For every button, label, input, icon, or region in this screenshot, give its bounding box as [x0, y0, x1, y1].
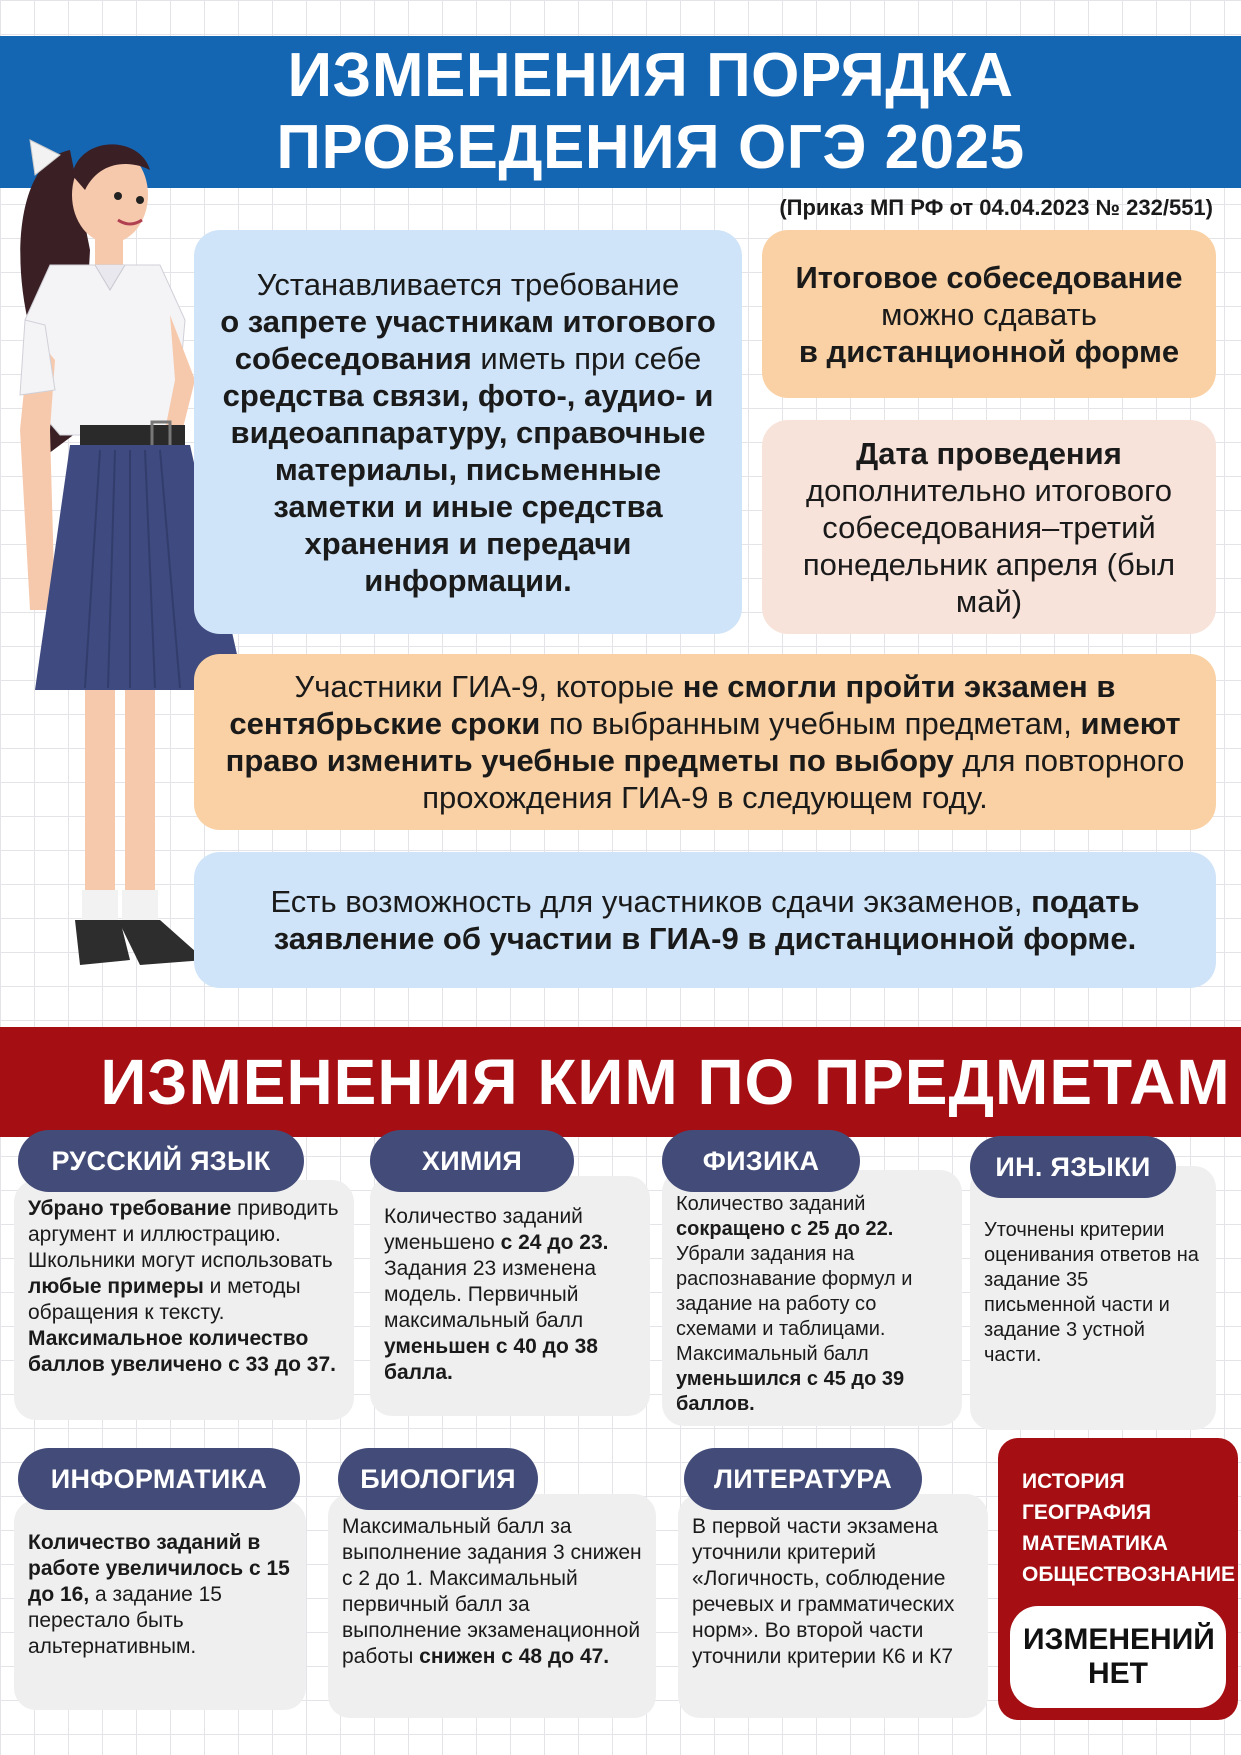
kim-title: ИЗМЕНЕНИЯ КИМ ПО ПРЕДМЕТАМ — [100, 1046, 1231, 1118]
pill-russian: РУССКИЙ ЯЗЫК — [18, 1130, 304, 1192]
ban-text: Устанавливается требование о запрете участникам итогового собеседования иметь при себе средства связи, фото-, аудио- и видеоаппаратуру, справочные материалы, письменные заметки и иные средства хранения и передачи информации. — [220, 266, 716, 598]
info-box-remote-application — [194, 852, 1216, 988]
physics-text: Количество заданий сокращено с 25 до 22. Убрали задания на распознавание формул и задание на работу со схемами и таблицами. Максимальный балл уменьшился с 45 до 39 баллов. — [676, 1193, 913, 1415]
pill-biology: БИОЛОГИЯ — [338, 1448, 538, 1510]
card-physics — [662, 1170, 962, 1426]
info-box-subject-change — [194, 654, 1216, 830]
card-languages — [970, 1166, 1216, 1430]
card-biology — [328, 1494, 656, 1718]
info-box-ban — [194, 230, 742, 634]
no-change-subject: ОБЩЕСТВОЗНАНИЕ — [1022, 1563, 1236, 1586]
card-literature — [678, 1494, 988, 1718]
no-change-subject: ГЕОГРАФИЯ — [1022, 1501, 1152, 1524]
no-changes-label: ИЗМЕНЕНИЙ НЕТ — [1010, 1606, 1226, 1708]
pill-informatics: ИНФОРМАТИКА — [18, 1448, 300, 1510]
russian-text: Убрано требование приводить аргумент и иллюстрацию. Школьники могут использовать любые примеры и методы обращения к тексту. Максимальное количество баллов увеличено с 33 до 37. — [28, 1197, 339, 1376]
info-box-remote-interview — [762, 230, 1216, 398]
page-title: ИЗМЕНЕНИЯ ПОРЯДКА ПРОВЕДЕНИЯ ОГЭ 2025 — [276, 41, 1025, 182]
card-russian — [14, 1180, 354, 1420]
date-text: Дата проведения дополнительно итогового собеседования–третий понедельник апреля (был май) — [802, 435, 1176, 619]
biology-text: Максимальный балл за выполнение задания 3 снижен с 2 до 1. Максимальный первичный балл за выполнение экзаменационной работы снижен с 48 до 47. — [342, 1515, 642, 1668]
remote-text: Итоговое собеседование можно сдавать в дистанционной форме — [795, 259, 1183, 369]
pill-physics: ФИЗИКА — [662, 1130, 860, 1192]
languages-text: Уточнены критерии оценивания ответов на задание 35 письменной части и задание 3 устной части. — [984, 1219, 1199, 1366]
literature-text: В первой части экзамена уточнили критерий «Логичность, соблюдение речевых и грамматических норм». Во второй части уточнили критерии К6 и К7 — [692, 1515, 955, 1668]
no-change-box — [998, 1438, 1238, 1720]
pill-languages: ИН. ЯЗЫКИ — [970, 1136, 1176, 1198]
informatics-text: Количество заданий в работе увеличилось с 15 до 16, а задание 15 перестало быть альтернативным. — [28, 1531, 290, 1658]
card-informatics — [14, 1500, 306, 1710]
order-reference: (Приказ МП РФ от 04.04.2023 № 232/551) — [779, 195, 1213, 220]
kim-header — [0, 1027, 1241, 1137]
no-change-subject: ИСТОРИЯ — [1022, 1470, 1125, 1493]
info-box-date — [762, 420, 1216, 634]
remote-application-text: Есть возможность для участников сдачи экзаменов, подать заявление об участии в ГИА-9 в дистанционной форме. — [270, 884, 1140, 956]
no-change-subject: МАТЕМАТИКА — [1022, 1532, 1168, 1555]
chemistry-text: Количество заданий уменьшено с 24 до 23. Задания 23 изменена модель. Первичный максимальный балл уменьшен с 40 до 38 балла. — [384, 1205, 609, 1384]
card-chemistry — [370, 1176, 650, 1416]
pill-literature: ЛИТЕРАТУРА — [684, 1448, 922, 1510]
subject-change-text: Участники ГИА-9, которые не смогли пройти экзамен в сентябрьские сроки по выбранным учебным предметам, имеют право изменить учебные предметы по выбору для повторного прохождения ГИА-9 в следующем году. — [225, 669, 1185, 815]
pill-chemistry: ХИМИЯ — [370, 1130, 574, 1192]
